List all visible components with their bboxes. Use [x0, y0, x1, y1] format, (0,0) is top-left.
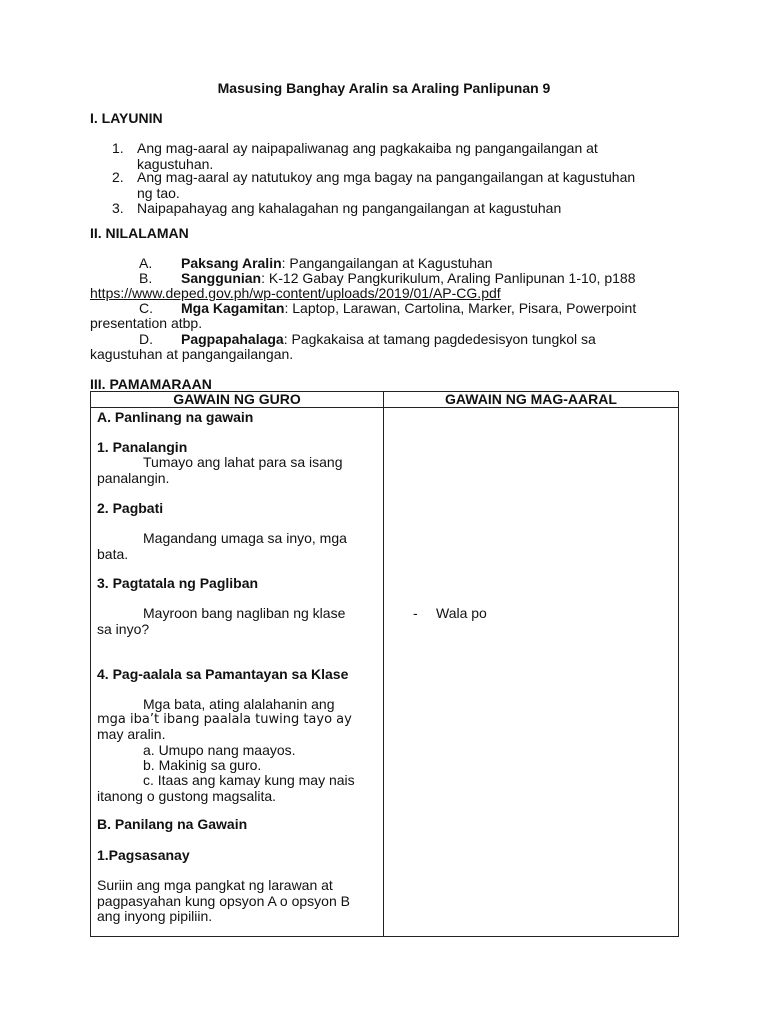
content-pagpapahalaga	[181, 331, 596, 347]
content-value: : K-12 Gabay Pangkurikulum, Araling Panlipunan 1-10, p188	[261, 270, 636, 286]
content-letter: A.	[139, 255, 153, 271]
response-dash: -	[413, 605, 418, 621]
content-label: Paksang Aralin	[181, 255, 282, 271]
step-text: bata.	[97, 546, 129, 562]
content-value: : Pagkakaisa at tamang pagdedesisyon tungkol sa	[283, 331, 596, 347]
subsection-heading: A. Panlinang na gawain	[97, 409, 254, 425]
list-item-text: ng tao.	[137, 185, 180, 201]
step-text: panalangin.	[97, 470, 170, 486]
reference-link[interactable]: https://www.deped.gov.ph/wp-content/uploads/2019/01/AP-CG.pdf	[90, 285, 501, 301]
lesson-procedure-table	[90, 391, 679, 937]
step-text: Suriin ang mga pangkat ng larawan at	[97, 877, 333, 893]
column-header-guro: GAWAIN NG GURO	[91, 392, 384, 408]
list-item-text: kagustuhan.	[137, 156, 214, 172]
list-item-number: 1.	[112, 140, 124, 156]
step-text: mga iba’t ibang paalala tuwing tayo ay	[97, 712, 352, 727]
step-text: may aralin.	[97, 726, 166, 742]
column-header-mag-aaral: GAWAIN NG MAG-AARAL	[384, 392, 679, 408]
section-heading-nilalaman: II. NILALAMAN	[90, 225, 189, 241]
rule-item: b. Makinig sa guro.	[143, 757, 262, 773]
step-text: Mga bata, ating alalahanin ang	[143, 696, 335, 712]
list-item-text: Ang mag-aaral ay naipapaliwanag ang pagkakaiba ng pangangailangan at	[137, 140, 598, 156]
rule-item: c. Itaas ang kamay kung may nais	[143, 772, 355, 788]
guro-cell	[91, 408, 384, 937]
section-heading-layunin: I. LAYUNIN	[90, 110, 163, 126]
rule-item: a. Umupo nang maayos.	[143, 742, 296, 758]
content-label: Sanggunian	[181, 270, 262, 286]
step-heading: 1. Panalangin	[97, 439, 188, 455]
content-sanggunian	[181, 270, 635, 286]
content-paksang-aralin	[181, 255, 493, 271]
list-item-number: 3.	[112, 200, 124, 216]
content-label: Pagpapahalaga	[181, 331, 284, 347]
document-title: Masusing Banghay Aralin sa Araling Panlipunan 9	[217, 80, 551, 96]
mag-aaral-cell	[384, 408, 679, 937]
student-response: Wala po	[436, 605, 487, 621]
step-text: Mayroon bang nagliban ng klase	[143, 605, 346, 621]
content-kagamitan	[181, 300, 636, 316]
content-label: Mga Kagamitan	[181, 300, 285, 316]
content-value: : Pangangailangan at Kagustuhan	[281, 255, 493, 271]
step-text: Magandang umaga sa inyo, mga	[143, 530, 347, 546]
step-text: sa inyo?	[97, 621, 150, 637]
content-continuation: presentation atbp.	[90, 315, 203, 331]
step-heading: 2. Pagbati	[97, 500, 164, 516]
subsection-heading: B. Panilang na Gawain	[97, 816, 248, 832]
content-letter: C.	[139, 300, 153, 316]
step-text: ang inyong pipiliin.	[97, 908, 213, 924]
section-heading-pamamaraan: III. PAMAMARAAN	[90, 376, 212, 392]
content-value: : Laptop, Larawan, Cartolina, Marker, Pisara, Powerpoint	[284, 300, 637, 316]
step-heading: 4. Pag-aalala sa Pamantayan sa Klase	[97, 666, 349, 682]
content-continuation: kagustuhan at pangangailangan.	[90, 346, 294, 362]
rule-item: itanong o gustong magsalita.	[97, 788, 277, 804]
list-item-number: 2.	[112, 169, 124, 185]
list-item-text: Naipapahayag ang kahalagahan ng pangangailangan at kagustuhan	[137, 200, 562, 216]
step-text: pagpasyahan kung opsyon A o opsyon B	[97, 893, 350, 909]
step-heading: 3. Pagtatala ng Pagliban	[97, 575, 259, 591]
step-heading: 1.Pagsasanay	[97, 847, 190, 863]
list-item-text: Ang mag-aaral ay natutukoy ang mga bagay na pangangailangan at kagustuhan	[137, 169, 636, 185]
content-letter: B.	[139, 270, 153, 286]
content-letter: D.	[139, 331, 153, 347]
step-text: Tumayo ang lahat para sa isang	[143, 454, 343, 470]
